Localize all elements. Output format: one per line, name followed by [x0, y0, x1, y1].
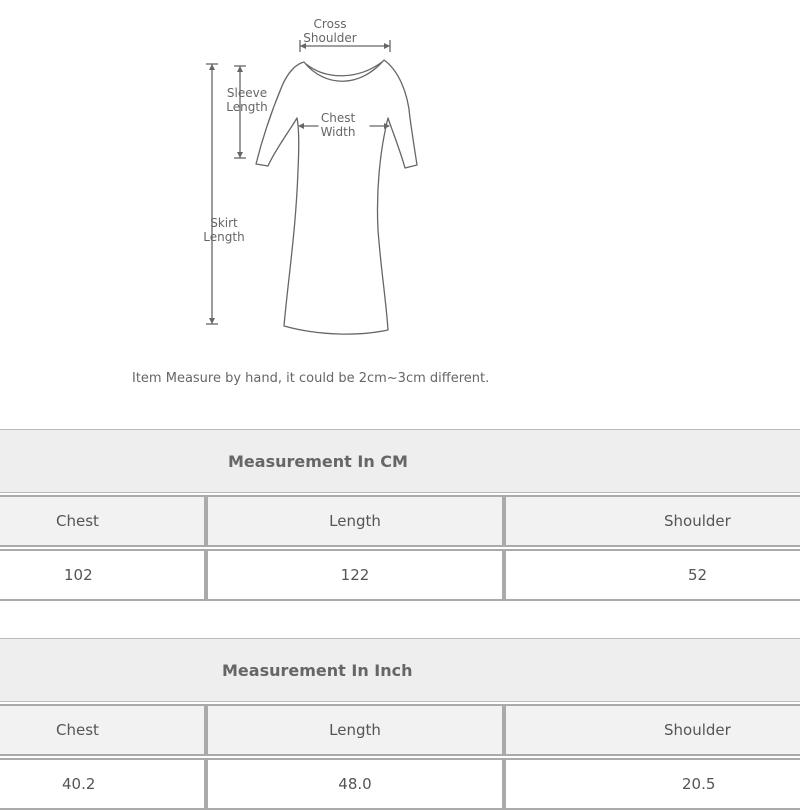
measurement-table-cm	[0, 429, 800, 601]
table-row	[0, 549, 800, 601]
header-chest: Chest	[0, 495, 206, 547]
cross-shoulder-label: Cross Shoulder	[303, 17, 357, 45]
value-shoulder: 52	[504, 549, 800, 601]
chest-width-label: Chest Width	[320, 111, 356, 139]
skirt-length-label: Skirt Length	[203, 216, 245, 244]
measurement-table-inch	[0, 638, 800, 810]
measurement-note: Item Measure by hand, it could be 2cm~3cm different.	[132, 371, 490, 386]
header-length: Length	[206, 704, 504, 756]
value-chest: 40.2	[0, 758, 206, 810]
value-chest: 102	[0, 549, 206, 601]
table-header-row	[0, 495, 800, 547]
header-chest: Chest	[0, 704, 206, 756]
table-row	[0, 758, 800, 810]
value-length: 48.0	[206, 758, 504, 810]
table-title: Measurement In Inch	[0, 638, 800, 702]
table-header-row	[0, 704, 800, 756]
header-shoulder: Shoulder	[504, 704, 800, 756]
table-title: Measurement In CM	[0, 429, 800, 493]
value-shoulder: 20.5	[504, 758, 800, 810]
dress-outline-icon	[0, 0, 800, 400]
value-length: 122	[206, 549, 504, 601]
size-diagram	[0, 0, 800, 400]
sleeve-length-label: Sleeve Length	[226, 86, 268, 114]
header-length: Length	[206, 495, 504, 547]
header-shoulder: Shoulder	[504, 495, 800, 547]
